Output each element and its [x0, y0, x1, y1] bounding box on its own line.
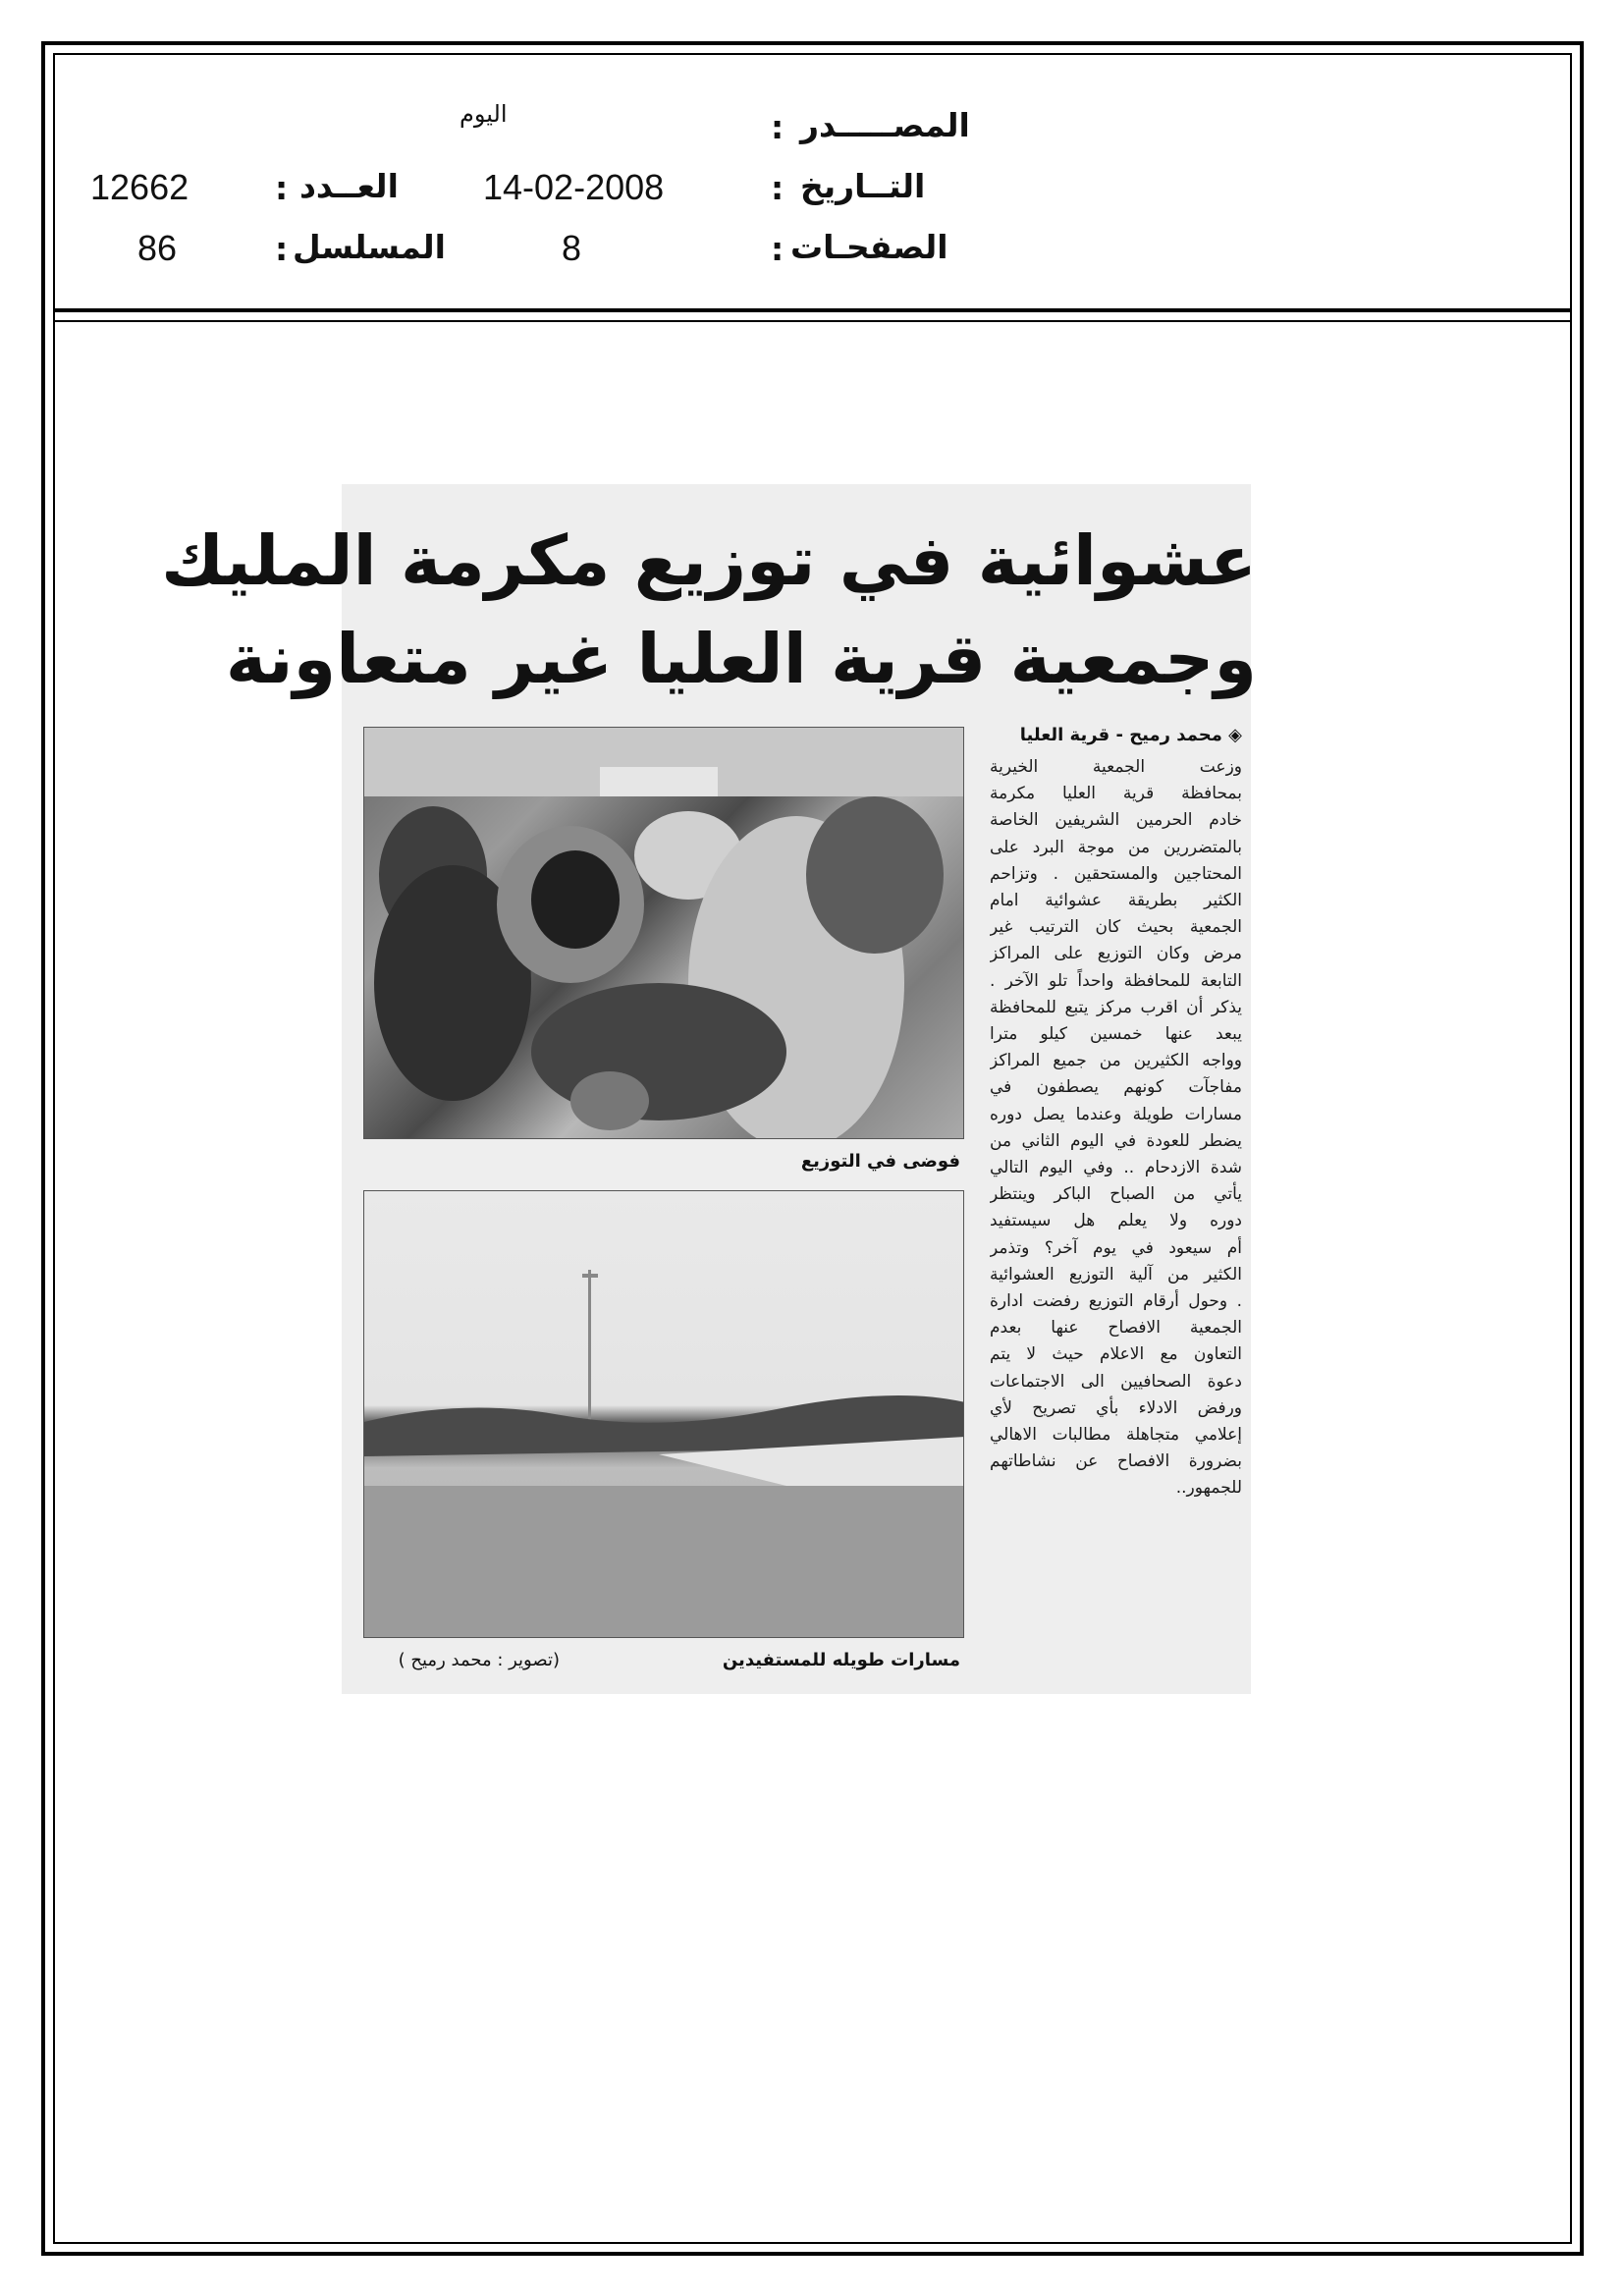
issue-colon: : — [275, 169, 289, 207]
body-line: وواجه الكثيرين من جميع المراكز — [990, 1051, 1242, 1071]
body-line: وزعت الجمعية الخيرية — [990, 757, 1242, 777]
article-byline — [992, 725, 1242, 745]
body-line: الكثير من آلية التوزيع العشوائية — [990, 1264, 1242, 1285]
queue-photo — [363, 1190, 964, 1638]
crowd-photo — [363, 727, 964, 1139]
photo1-caption: فوضى في التوزيع — [800, 1151, 960, 1172]
body-line: أم سيعود في يوم آخر؟ وتذمر — [990, 1237, 1242, 1258]
body-line: خادم الحرمين الشريفين الخاصة — [990, 810, 1242, 831]
issue-value: 12662 — [90, 167, 189, 207]
pages-value: 8 — [562, 228, 582, 268]
diamond-icon: ◈ — [1221, 725, 1242, 745]
article-body — [990, 754, 1242, 1503]
article-headline-line1: عشوائية في توزيع مكرمة المليك — [161, 520, 1257, 601]
photo-credit: (تصوير : محمد رميح ) — [398, 1650, 560, 1670]
body-line: المحتاجين والمستحقين . وتزاحم — [990, 863, 1242, 884]
body-line: دعوة الصحافيين الى الاجتماعات — [990, 1371, 1242, 1392]
body-line: الجمعية بحيث كان الترتيب غير — [990, 917, 1242, 938]
body-line: مسارات طويلة وعندما يصل دوره — [990, 1104, 1242, 1124]
pages-colon: : — [771, 230, 784, 268]
serial-label: المسلسل — [293, 228, 446, 266]
body-line: شدة الازدحام .. وفي اليوم التالي — [990, 1158, 1242, 1178]
body-line: . وحول أرقام التوزيع رفضت ادارة — [990, 1291, 1242, 1312]
date-colon: : — [771, 169, 784, 207]
article-headline-line2: وجمعية قرية العليا غير متعاونة — [225, 619, 1257, 699]
source-value: اليوم — [460, 100, 508, 128]
body-line: يذكر أن اقرب مركز يتبع للمحافظة — [990, 997, 1242, 1017]
queue-photo-art — [364, 1191, 964, 1638]
source-label: المصـــــدر — [800, 106, 970, 144]
body-line: يضطر للعودة في اليوم الثاني من — [990, 1130, 1242, 1151]
body-line: مفاجآت كونهم يصطفون في — [990, 1077, 1242, 1098]
date-label: التــاريخ — [800, 167, 926, 205]
body-line: بالمتضررين من موجة البرد على — [990, 837, 1242, 857]
source-colon: : — [771, 108, 784, 146]
body-line: يبعد عنها خمسين كيلو مترا — [990, 1024, 1242, 1045]
serial-value: 86 — [137, 228, 178, 268]
body-line: ورفض الادلاء بأي تصريح لأي — [990, 1397, 1242, 1418]
body-line: مرض وكان التوزيع على المراكز — [990, 944, 1242, 964]
body-line: بضرورة الافصاح عن نشاطاتهم — [990, 1451, 1242, 1472]
crowd-photo-art — [364, 728, 964, 1139]
serial-colon: : — [275, 230, 289, 268]
body-line: الكثير بطريقة عشوائية امام — [990, 891, 1242, 911]
body-line: بمحافظة قرية العليا مكرمة — [990, 784, 1242, 804]
photo2-caption: مسارات طويله للمستفيدين — [722, 1650, 960, 1670]
date-value: 14-02-2008 — [483, 167, 665, 207]
body-line: دوره ولا يعلم هل سيستفيد — [990, 1211, 1242, 1231]
pages-label: الصفحـات — [790, 228, 948, 266]
body-line: يأتي من الصباح الباكر وينتظر — [990, 1184, 1242, 1205]
body-line: التابعة للمحافظة واحداً تلو الآخر . — [990, 970, 1242, 991]
header-divider — [53, 308, 1572, 312]
issue-label: العــدد — [299, 167, 399, 205]
body-line: الجمعية الافصاح عنها بعدم — [990, 1318, 1242, 1339]
header-divider-inner — [53, 320, 1572, 322]
body-line: إعلامي متجاهلة مطالبات الاهالي — [990, 1425, 1242, 1446]
body-line: التعاون مع الاعلام حيث لا يتم — [990, 1344, 1242, 1365]
body-line: للجمهور.. — [1175, 1478, 1242, 1499]
byline-text: محمد رميح - قرية العليا — [1019, 725, 1222, 745]
